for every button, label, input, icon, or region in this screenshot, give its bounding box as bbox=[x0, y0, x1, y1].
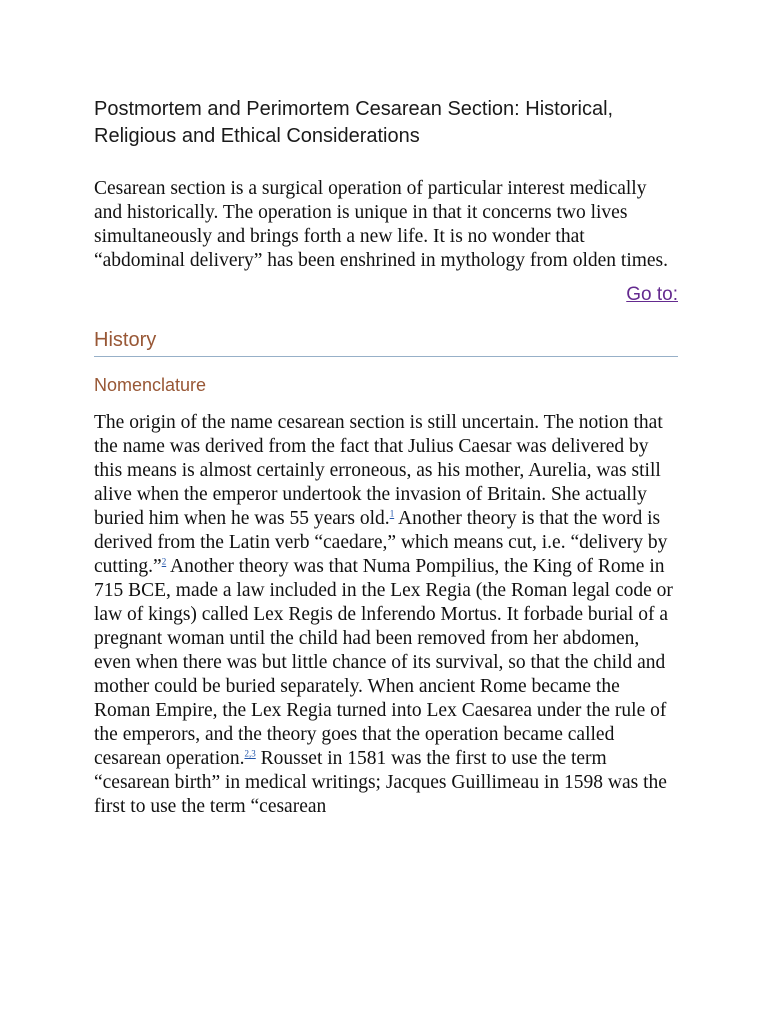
document-page bbox=[94, 96, 678, 819]
goto-row bbox=[94, 284, 678, 310]
reference-link-2-3[interactable]: 2,3 bbox=[244, 748, 256, 759]
goto-link[interactable]: Go to: bbox=[626, 284, 678, 305]
article-title: Postmortem and Perimortem Cesarean Section: Historical, Religious and Ethical Considerations bbox=[94, 98, 614, 147]
reference-link-2[interactable]: 2 bbox=[161, 556, 167, 567]
reference-link-1[interactable]: 1 bbox=[389, 508, 395, 519]
paragraph-text: Another theory is that the word is derived from the Latin verb “caedare,” which means cut, i.e. “delivery by cutting.” bbox=[94, 508, 668, 577]
nomenclature-paragraph bbox=[94, 411, 678, 819]
subsection-heading-nomenclature: Nomenclature bbox=[94, 375, 207, 395]
intro-paragraph: Cesarean section is a surgical operation of particular interest medically and historically. The operation is unique in that it concerns two lives simultaneously and brings forth a new life. It is no wonder that “abdominal delivery” has been enshrined in mythology from olden times. bbox=[94, 178, 669, 271]
paragraph-text: The origin of the name cesarean section is still uncertain. The notion that the name was derived from the fact that Julius Caesar was delivered by this means is almost certainly erroneous, as his mother, Aurelia, was still alive when the emperor undertook the invasion of Britain. She actually buried him when he was 55 years old. bbox=[94, 412, 663, 529]
paragraph-text: Rousset in 1581 was the first to use the term “cesarean birth” in medical writings; Jacques Guillimeau in 1598 was the first to use the term “cesarean bbox=[94, 748, 667, 817]
paragraph-text: Another theory was that Numa Pompilius, the King of Rome in 715 BCE, made a law included in the Lex Regia (the Roman legal code or law of kings) called Lex Regis de lnferendo Mortus. It forbade burial of a pregnant woman until the child had been removed from her abdomen, even when there was but little chance of its survival, so that the child and mother could be buried separately. When ancient Rome became the Roman Empire, the Lex Regia turned into Lex Caesarea under the rule of the emperors, and the theory goes that the operation became called cesarean operation. bbox=[94, 556, 673, 769]
section-heading-history: History bbox=[94, 327, 678, 357]
